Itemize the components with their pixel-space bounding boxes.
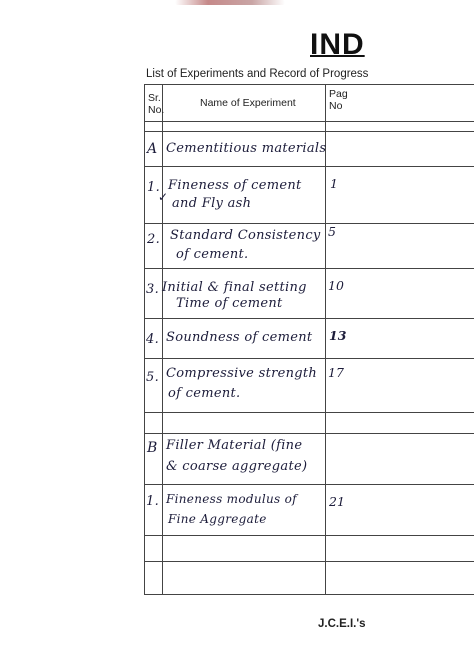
name-header: Name of Experiment bbox=[200, 97, 296, 109]
table-left-border bbox=[144, 84, 145, 594]
experiment-name: Fineness modulus of bbox=[166, 492, 297, 506]
sr-header-line1: Sr. bbox=[148, 92, 161, 104]
sr-cell: 5. bbox=[146, 370, 160, 385]
experiment-name-cont: Time of cement bbox=[176, 296, 283, 311]
header-divider bbox=[144, 121, 474, 122]
page-number: 5 bbox=[328, 224, 336, 239]
page-subtitle: List of Experiments and Record of Progress bbox=[146, 68, 369, 80]
row-line bbox=[144, 268, 474, 269]
experiment-name: Cementitious materials bbox=[166, 141, 327, 156]
page-no-header bbox=[329, 88, 348, 112]
sr-cell: B bbox=[147, 440, 158, 456]
sr-cell: 1. bbox=[146, 494, 160, 509]
page-number: 13 bbox=[329, 328, 347, 343]
row-line bbox=[144, 223, 474, 224]
row-line bbox=[144, 358, 474, 359]
page-number: 17 bbox=[328, 365, 344, 380]
footer-institute: J.C.E.I.'s bbox=[318, 618, 366, 630]
row-line bbox=[144, 484, 474, 485]
sr-header-line2: No. bbox=[148, 104, 165, 116]
experiment-name: Fineness of cement bbox=[168, 178, 302, 193]
experiment-name-cont: of cement. bbox=[168, 386, 241, 401]
sr-cell: 1. bbox=[147, 180, 161, 195]
row-line bbox=[144, 433, 474, 434]
page-number: 21 bbox=[329, 494, 345, 509]
row-line bbox=[144, 131, 474, 132]
page-number: 1 bbox=[330, 176, 338, 191]
check-mark: ✓ bbox=[158, 190, 169, 204]
experiment-name-cont: Fine Aggregate bbox=[168, 512, 267, 526]
experiment-name: Compressive strength bbox=[166, 366, 318, 381]
experiment-name-cont: and Fly ash bbox=[172, 196, 252, 211]
page-header-line2: No bbox=[329, 100, 343, 112]
sr-cell: 4. bbox=[146, 332, 160, 347]
page-number: 10 bbox=[328, 278, 344, 293]
row-line bbox=[144, 318, 474, 319]
experiment-name-cont: of cement. bbox=[176, 247, 249, 262]
experiment-name: Soundness of cement bbox=[166, 330, 313, 345]
experiment-name: Standard Consistency bbox=[170, 228, 321, 243]
experiment-name: Initial & final setting bbox=[162, 280, 307, 295]
page-heading: IND bbox=[310, 28, 365, 61]
page-column-divider bbox=[325, 84, 326, 594]
sr-cell: 3. bbox=[146, 282, 160, 297]
row-line bbox=[144, 561, 474, 562]
table-top-border bbox=[144, 84, 474, 85]
page-header-line1: Pag bbox=[329, 88, 348, 100]
table-bottom-border bbox=[144, 594, 474, 595]
experiment-name: Filler Material (fine bbox=[166, 438, 303, 453]
sr-column-divider bbox=[162, 84, 163, 594]
sr-no-header bbox=[148, 92, 164, 116]
row-line bbox=[144, 412, 474, 413]
row-line bbox=[144, 166, 474, 167]
row-line bbox=[144, 535, 474, 536]
sr-cell: A bbox=[147, 141, 158, 157]
experiment-name-cont: & coarse aggregate) bbox=[166, 459, 308, 474]
sr-cell: 2. bbox=[147, 232, 161, 247]
